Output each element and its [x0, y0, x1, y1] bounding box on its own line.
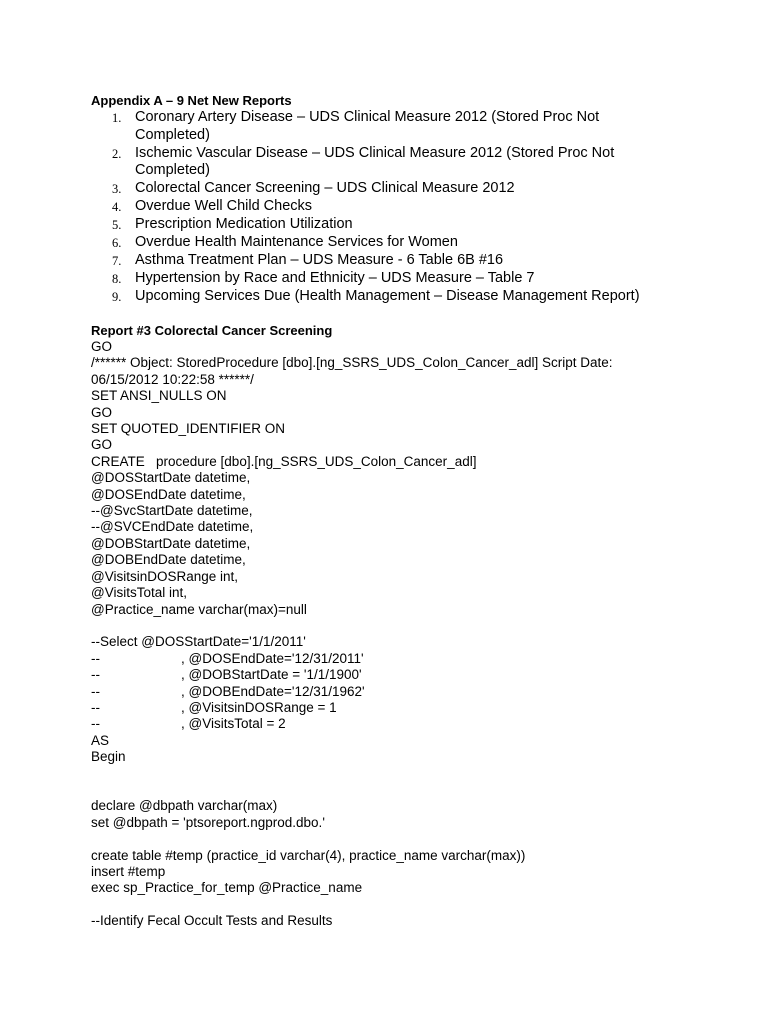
- code-line: @DOSStartDate datetime,: [91, 470, 251, 486]
- list-item-text: Coronary Artery Disease – UDS Clinical Measure 2012 (Stored Proc Not Completed): [135, 109, 600, 143]
- blank-line: [91, 618, 691, 634]
- list-item-text: Overdue Well Child Checks: [135, 198, 313, 214]
- code-line: GO: [91, 339, 113, 354]
- code-text: , @DOBEndDate='12/31/1962': [181, 683, 365, 699]
- code-text: , @VisitsTotal = 2: [181, 716, 286, 732]
- list-item-text: Colorectal Cancer Screening – UDS Clinical Measure 2012: [135, 180, 515, 196]
- code-line: /****** Object: StoredProcedure [dbo].[ng_SSRS_UDS_Colon_Cancer_adl] Script Date: 06/15/2012 10:22:58 ******/: [91, 355, 613, 387]
- code-line: CREATE procedure [dbo].[ng_SSRS_UDS_Colon_Cancer_adl]: [91, 453, 477, 469]
- sql-code-block: [91, 339, 691, 930]
- list-item: [0, 180, 675, 198]
- list-item-text: Prescription Medication Utilization: [135, 216, 353, 232]
- list-item: [0, 288, 675, 306]
- list-item-text: Ischemic Vascular Disease – UDS Clinical Measure 2012 (Stored Proc Not Completed): [135, 144, 615, 178]
- code-line: @VisitsTotal int,: [91, 585, 187, 601]
- list-item: [0, 198, 675, 216]
- code-line: set @dbpath = 'ptsoreport.ngprod.dbo.': [91, 814, 325, 830]
- list-number: 1.: [112, 111, 122, 125]
- list-number: 7.: [112, 254, 122, 268]
- list-item: [0, 234, 675, 252]
- code-line: SET QUOTED_IDENTIFIER ON: [91, 421, 286, 437]
- report-list: [0, 109, 768, 306]
- list-number: 2.: [112, 146, 122, 161]
- code-text: , @VisitsinDOSRange = 1: [181, 699, 337, 715]
- appendix-heading: Appendix A – 9 Net New Reports: [91, 93, 292, 108]
- code-line: Begin: [91, 749, 126, 765]
- comment-marker: --: [91, 699, 100, 715]
- list-item: [0, 252, 675, 270]
- blank-line: [91, 782, 691, 798]
- list-item: [0, 109, 675, 144]
- comment-marker: --: [91, 683, 100, 699]
- code-line: [91, 716, 691, 732]
- list-number: 6.: [112, 236, 122, 250]
- code-line: --Select @DOSStartDate='1/1/2011': [91, 634, 306, 650]
- code-line: [91, 700, 691, 716]
- code-text: , @DOBStartDate = '1/1/1900': [181, 667, 362, 683]
- blank-line: [91, 897, 691, 913]
- report-heading: Report #3 Colorectal Cancer Screening: [91, 323, 333, 338]
- list-number: 5.: [112, 218, 122, 232]
- comment-marker: --: [91, 650, 100, 666]
- list-item-text: Upcoming Services Due (Health Management – Disease Management Report): [135, 288, 640, 304]
- code-line: SET ANSI_NULLS ON: [91, 388, 227, 404]
- code-line: @DOBEndDate datetime,: [91, 552, 246, 568]
- list-number: 8.: [112, 272, 122, 286]
- code-line: --@SvcStartDate datetime,: [91, 503, 253, 519]
- code-line: @VisitsinDOSRange int,: [91, 568, 239, 584]
- code-line: declare @dbpath varchar(max): [91, 798, 278, 814]
- code-line: @DOSEndDate datetime,: [91, 486, 246, 502]
- code-line: --@SVCEndDate datetime,: [91, 519, 254, 535]
- code-line: AS: [91, 732, 110, 748]
- code-line: create table #temp (practice_id varchar(4), practice_name varchar(max)): [91, 847, 526, 863]
- list-item-text: Asthma Treatment Plan – UDS Measure - 6 Table 6B #16: [135, 252, 504, 268]
- blank-line: [91, 831, 691, 847]
- code-line: @Practice_name varchar(max)=null: [91, 601, 307, 617]
- list-item: [0, 270, 675, 288]
- list-number: 9.: [112, 290, 122, 304]
- code-line: @DOBStartDate datetime,: [91, 535, 251, 551]
- code-line: GO: [91, 437, 113, 453]
- comment-marker: --: [91, 716, 100, 732]
- code-line: --Identify Fecal Occult Tests and Results: [91, 913, 333, 929]
- list-number: 3.: [112, 182, 122, 196]
- list-number: 4.: [112, 200, 122, 214]
- code-line: [91, 667, 691, 683]
- comment-marker: --: [91, 667, 100, 683]
- list-item: [0, 216, 675, 234]
- list-item: [0, 145, 675, 180]
- code-line: [91, 651, 691, 667]
- code-line: exec sp_Practice_for_temp @Practice_name: [91, 880, 363, 896]
- list-item-text: Overdue Health Maintenance Services for Women: [135, 234, 458, 250]
- code-line: GO: [91, 404, 113, 420]
- code-text: , @DOSEndDate='12/31/2011': [181, 650, 364, 666]
- code-line: insert #temp: [91, 863, 166, 879]
- list-item-text: Hypertension by Race and Ethnicity – UDS Measure – Table 7: [135, 270, 535, 286]
- blank-line: [91, 766, 691, 782]
- code-line: [91, 684, 691, 700]
